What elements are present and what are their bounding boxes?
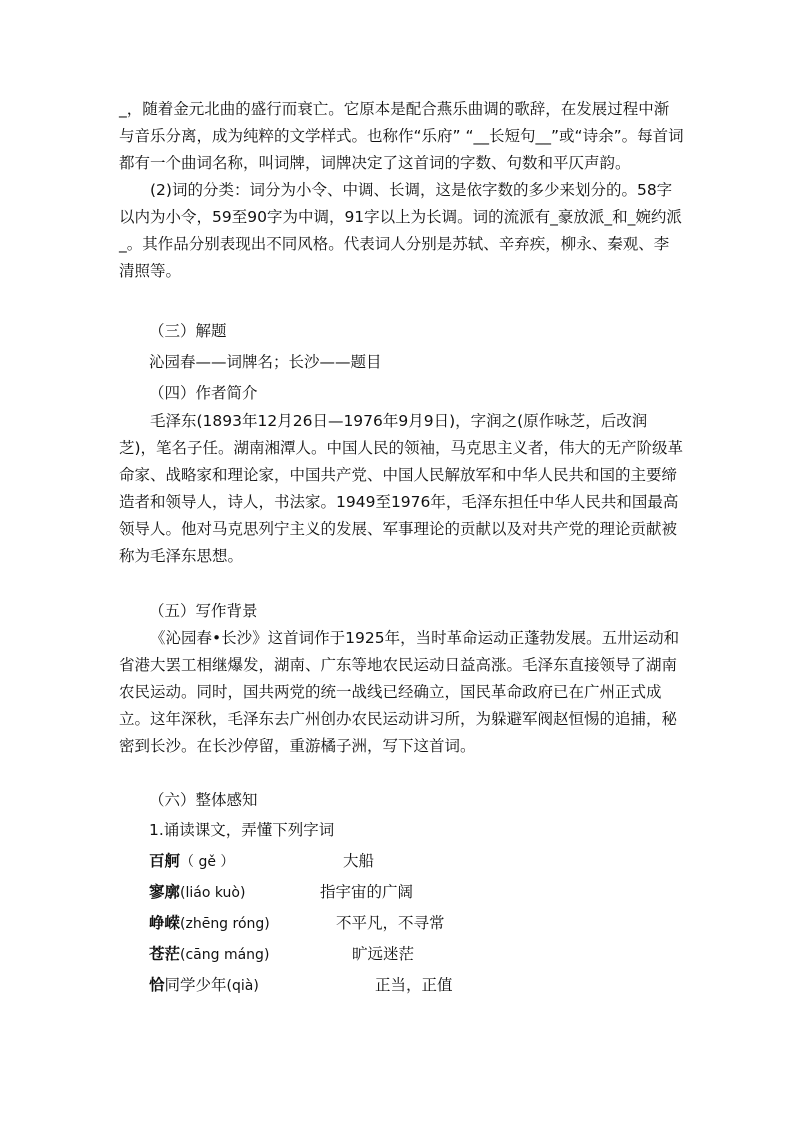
vocab-word: 峥嵘	[149, 914, 181, 932]
vocab-meaning: 大船	[343, 852, 375, 870]
paragraph-author-bio: 毛泽东(1893年12月26日—1976年9月9日)，字润之(原作咏芝，后改润芝)，笔名子任。湖南湘潭人。中国人民的领袖，马克思主义者，伟大的无产阶级革命家、战略家和理论家，中国共产党、中国人民解放军和中华人民共和国的主要缔造者和领导人，诗人，书法家。1949至1976年，毛泽东担任中华人民共和国最高领导人。他对马克思列宁主义的发展、军事理论的贡献以及对共产党的理论贡献被称为毛泽东思想。	[119, 412, 684, 565]
vocab-pinyin: (zhēng róng)	[180, 916, 270, 932]
paragraph-writing-background: 《沁园春•长沙》这首词作于1925年，当时革命运动正蓬勃发展。五卅运动和省港大罢工相继爆发，湖南、广东等地农民运动日益高涨。毛泽东直接领导了湖南农民运动。同时，国共两党的统一战线已经确立，国民革命政府已在广州正式成立。这年深秋，毛泽东去广州创办农民运动讲习所，为躲避军阀赵恒惕的追捕，秘密到长沙。在长沙停留，重游橘子洲，写下这首词。	[119, 629, 680, 755]
paragraph-ci-classification: (2)词的分类：词分为小令、中调、长调，这是依字数的多少来划分的。58字以内为小令，59至90字为中调，91字以上为长调。词的流派有_豪放派_和_婉约派_。其作品分别表现出不同风格。代表词人分别是苏轼、辛弃疾，柳永、秦观、李清照等。	[119, 181, 682, 280]
section-heading-author: （四）作者简介	[149, 384, 258, 402]
vocab-meaning: 不平凡，不寻常	[336, 914, 445, 932]
vocab-pinyin: （ gě ）	[180, 854, 235, 870]
vocab-word: 苍茫	[149, 945, 181, 963]
vocab-row	[149, 973, 453, 997]
vocab-pinyin: (qià)	[226, 978, 259, 994]
vocab-pinyin: (cāng máng)	[180, 947, 270, 963]
vocab-word: 寥廓	[149, 883, 181, 901]
overview-item-1: 1.诵读课文，弄懂下列字词	[149, 821, 335, 839]
vocab-context: 同学少年	[164, 976, 227, 994]
vocab-meaning: 正当，正值	[375, 976, 453, 994]
vocab-row	[149, 942, 415, 966]
section-heading-background: （五）写作背景	[149, 602, 258, 620]
vocab-row	[149, 911, 445, 935]
vocab-row	[149, 849, 375, 873]
vocab-word: 恰	[149, 976, 165, 994]
vocab-word: 百舸	[149, 852, 181, 870]
section-text-jieti: 沁园春——词牌名；长沙——题目	[149, 353, 382, 371]
paragraph-ci-origin: _，随着金元北曲的盛行而衰亡。它原本是配合燕乐曲调的歌辞，在发展过程中渐与音乐分离，成为纯粹的文学样式。也称作“乐府” “__长短句__”或“诗余”。每首词都有一个曲词名称，叫词牌，词牌决定了这首词的字数、句数和平仄声韵。	[119, 100, 684, 172]
vocab-meaning: 指宇宙的广阔	[320, 883, 414, 901]
section-heading-jieti: （三）解题	[149, 322, 227, 340]
vocab-pinyin: (liáo kuò)	[180, 885, 246, 901]
vocab-meaning: 旷远迷茫	[352, 945, 415, 963]
vocab-row	[149, 880, 414, 904]
section-heading-overview: （六）整体感知	[149, 791, 258, 809]
